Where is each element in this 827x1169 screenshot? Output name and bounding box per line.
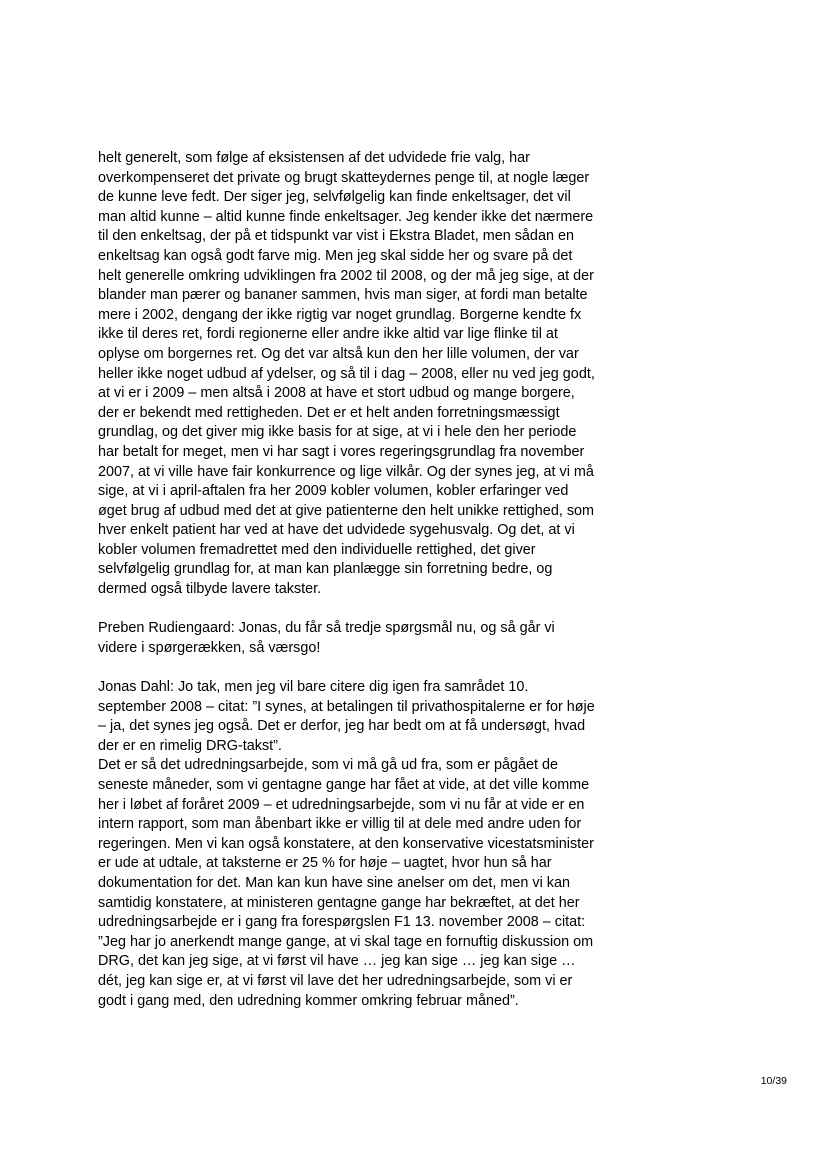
text-line: seneste måneder, som vi gentagne gange har fået at vide, at det ville komme (98, 777, 590, 793)
paragraph-spacer (98, 600, 598, 620)
text-line: 2007, at vi ville have fair konkurrence og lige vilkår. Og der synes jeg, at vi må (98, 463, 594, 480)
text-line: at vi er i 2009 – men altså i 2008 at have et stort udbud og mange borgere, (98, 385, 575, 402)
text-line: – ja, det synes jeg også. Det er derfor, jeg har bedt om at få undersøgt, hvad (98, 718, 586, 735)
text-line: Det er så det udredningsarbejde, som vi må gå ud fra, som er pågået de (98, 757, 558, 774)
text-line: de kunne leve fedt. Der siger jeg, selvfølgelig kan finde enkeltsager, det vil (98, 189, 571, 206)
paragraph-spacer (98, 658, 598, 678)
text-line: overkompenseret det private og brugt skatteydernes penge til, at nogle læger (98, 169, 590, 186)
text-line: hver enkelt patient har ved at have det udvidede sygehusvalg. Og det, at vi (98, 522, 575, 539)
text-line: Preben Rudiengaard: Jonas, du får så tredje spørgsmål nu, og så går vi (98, 620, 555, 637)
text-line: grundlag, og det giver mig ikke basis for at sige, at vi i hele den her periode (98, 424, 577, 441)
text-line: oplyse om borgernes ret. Og det var altså kun den her lille volumen, der var (98, 345, 579, 362)
text-line: ikke til deres ret, fordi regionerne eller andre ikke altid var lige flinke til at (98, 326, 558, 343)
text-line: sige, at vi i april-aftalen fra her 2009 kobler volumen, kobler erfaringer ved (98, 483, 569, 500)
text-line: september 2008 – citat: ”I synes, at betalingen til privathospitalerne er for høje (98, 698, 595, 715)
text-line: heller ikke noget udbud af ydelser, og så til i dag – 2008, eller nu ved jeg godt, (98, 365, 595, 382)
text-line: godt i gang med, den udredning kommer omkring februar måned”. (98, 992, 519, 1009)
text-line: regeringen. Men vi kan også konstatere, at den konservative vicestatsminister (98, 835, 594, 852)
text-line: helt generelle omkring udviklingen fra 2002 til 2008, og der må jeg sige, at der (98, 267, 594, 284)
paragraph-chair-remark (98, 619, 598, 658)
text-line: er ude at udtale, at taksterne er 25 % for høje – uagtet, hvor hun så har (98, 855, 552, 872)
text-line: kobler volumen fremadrettet med den individuelle rettighed, det giver (98, 541, 536, 558)
text-line: har betalt for meget, men vi har sagt i vores regeringsgrundlag fra november (98, 443, 585, 460)
text-line: helt generelt, som følge af eksistensen af det udvidede frie valg, har (98, 150, 530, 166)
text-line: dét, jeg kan sige er, at vi først vil lave det her udredningsarbejde, som vi er (98, 972, 573, 989)
paragraph-question (98, 678, 598, 1011)
text-line: der er bekendt med rettigheden. Det er et helt anden forretningsmæssigt (98, 404, 560, 421)
text-line: videre i spørgerækken, så værsgo! (98, 639, 321, 656)
text-line: samtidig konstatere, at ministeren gentagne gange har bekræftet, at det her (98, 894, 580, 911)
text-line: dokumentation for det. Man kan kun have sine anelser om det, men vi kan (98, 874, 570, 891)
text-line: øget brug af udbud med det at give patienterne den helt unikke rettighed, som (98, 502, 594, 519)
body-text (98, 149, 598, 1011)
text-line: der er en rimelig DRG-takst”. (98, 737, 282, 754)
text-line: Jonas Dahl: Jo tak, men jeg vil bare citere dig igen fra samrådet 10. (98, 679, 529, 696)
text-line: man altid kunne – altid kunne finde enkeltsager. Jeg kender ikke det nærmere (98, 208, 594, 225)
text-line: udredningsarbejde er i gang fra forespørgslen F1 13. november 2008 – citat: (98, 914, 586, 931)
text-line: mere i 2002, dengang der ikke rigtig var noget grundlag. Borgerne kendte fx (98, 306, 582, 323)
paragraph-minister-answer (98, 149, 598, 600)
text-line: til den enkeltsag, der på et tidspunkt var vist i Ekstra Bladet, men sådan en (98, 228, 574, 245)
page-number: 10/39 (760, 1075, 787, 1087)
text-line: blander man pærer og bananer sammen, hvis man siger, at fordi man betalte (98, 287, 588, 304)
text-line: enkeltsag kan også godt farve mig. Men jeg skal sidde her og svare på det (98, 247, 573, 264)
text-line: ”Jeg har jo anerkendt mange gange, at vi skal tage en fornuftig diskussion om (98, 933, 594, 950)
text-line: intern rapport, som man åbenbart ikke er villig til at dele med andre uden for (98, 816, 582, 833)
text-line: her i løbet af foråret 2009 – et udredningsarbejde, som vi nu får at vide er en (98, 796, 585, 813)
text-line: dermed også tilbyde lavere takster. (98, 581, 322, 598)
text-line: selvfølgelig grundlag for, at man kan planlægge sin forretning bedre, og (98, 561, 553, 578)
text-line: DRG, det kan jeg sige, at vi først vil have … jeg kan sige … jeg kan sige … (98, 953, 576, 970)
